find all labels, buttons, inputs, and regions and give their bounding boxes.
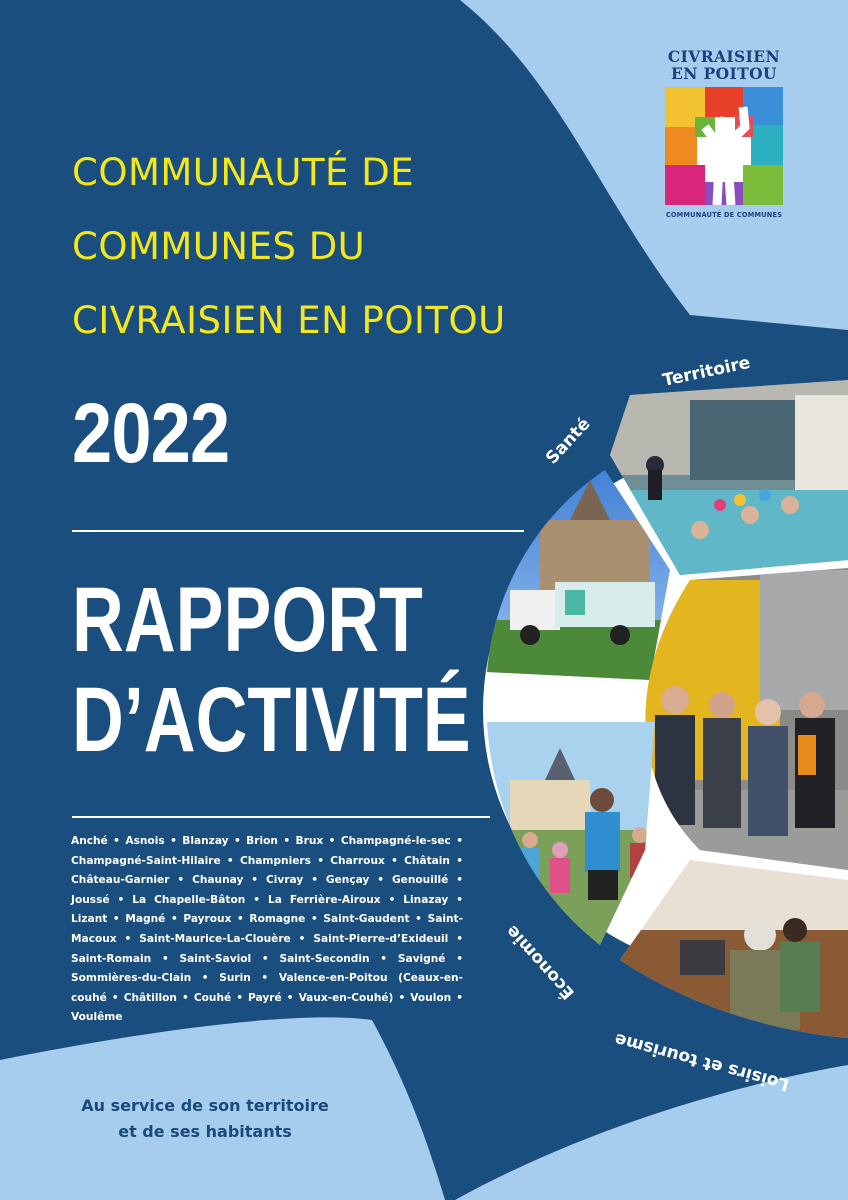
tagline bbox=[40, 1093, 370, 1145]
label-sante: Santé bbox=[542, 414, 595, 469]
report-title-line-1: RAPPORT bbox=[72, 569, 423, 671]
report-year: 2022 bbox=[72, 386, 230, 480]
label-economie: Économie bbox=[502, 921, 579, 1004]
title-line-3: CIVRAISIEN EN POITOU bbox=[72, 299, 506, 342]
tagline-line-2: et de ses habitants bbox=[118, 1122, 292, 1141]
title-line-1: COMMUNAUTÉ DE bbox=[72, 151, 415, 194]
communes-list: Anché • Asnois • Blanzay • Brion • Brux • Champagné-le-sec • Champagné-Saint-Hilaire • Champniers • Charroux • Châtain • Château-Garnier • Chaunay • Civray • Gençay • Genouillé • Joussé • La Chapelle-Bâton • La Ferrière-Airoux • Linazay • Lizant • Magné • Payroux • Romagne • Saint-Gaudent • Saint-Macoux • Saint-Maurice-La-Clouère • Saint-Pierre-d’Exideuil • Saint-Romain • Saint-Saviol • Saint-Secondin • Savigné • Sommières-du-Clain • Surin • Valence-en-Poitou (Ceaux-en-couhé • Châtillon • Couhé • Payré • Vaux-en-Couhé) • Voulon • Voulême bbox=[71, 835, 463, 1024]
logo-subtitle: COMMUNAUTÉ DE COMMUNES bbox=[665, 211, 783, 219]
report-title bbox=[72, 570, 471, 770]
label-territoire: Territoire bbox=[660, 352, 753, 391]
report-title-line-2: D’ACTIVITÉ bbox=[72, 669, 471, 771]
tree-logo-icon bbox=[665, 87, 783, 205]
logo-title: CIVRAISIEN EN POITOU bbox=[667, 47, 781, 83]
label-loisirs: Loisirs et tourisme bbox=[612, 1028, 792, 1095]
tagline-line-1: Au service de son territoire bbox=[81, 1096, 329, 1115]
logo bbox=[660, 48, 788, 219]
title-line-2: COMMUNES DU bbox=[72, 225, 366, 268]
page-title bbox=[72, 136, 632, 358]
